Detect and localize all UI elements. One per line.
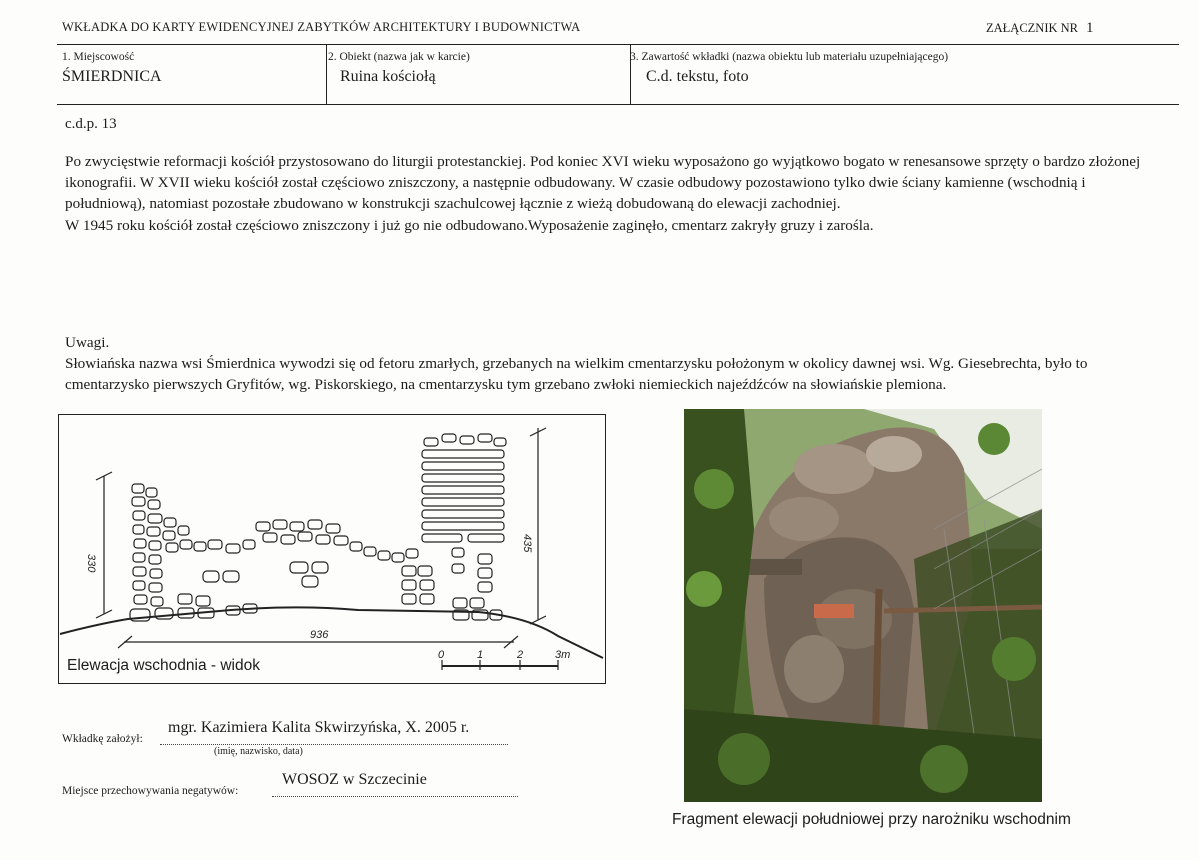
scale-label-1: 1 bbox=[477, 649, 484, 661]
scale-label-2: 2 bbox=[517, 649, 524, 661]
object-value: Ruina kościołą bbox=[340, 68, 436, 85]
elevation-drawing bbox=[58, 414, 606, 684]
annex-label-text: ZAŁĄCZNIK NR bbox=[986, 21, 1079, 35]
annex-number: 1 bbox=[1086, 20, 1094, 36]
ruin-photo bbox=[684, 409, 1042, 802]
field-divider-1 bbox=[326, 44, 327, 104]
dim-right-label: 435 bbox=[521, 534, 533, 553]
body-paragraph-1: Po zwycięstwie reformacji kościół przystosowano do liturgii protestanckiej. Pod koniec XVI wieku wyposażono go wyjątkowo bogato w renesansowe sprzęty o bardzo złożonej ikonografii. W XVII wieku kościół został częściowo zniszczony, a następnie odbudowany. W czasie odbudowy pozostawiono tylko dwie ściany kamienne (wschodnią i południową), natomiast pozostałe zbudowano w konstrukcji szachulcowej łącznie z wieżą dobudowaną do elewacji zachodniej. bbox=[65, 153, 1141, 213]
remarks-heading: Uwagi. bbox=[65, 334, 110, 351]
continuation-ref: c.d.p. 13 bbox=[65, 116, 117, 132]
scale-label-3: 3m bbox=[555, 649, 571, 661]
negatives-value: WOSOZ w Szczecinie bbox=[282, 771, 427, 788]
author-label: Wkładkę założył: bbox=[62, 733, 143, 745]
body-text bbox=[65, 151, 1155, 236]
locality-label: 1. Miejscowość bbox=[62, 51, 135, 63]
header-rule-bottom bbox=[57, 104, 1179, 105]
author-dotted-line bbox=[160, 744, 508, 745]
contents-value: C.d. tekstu, foto bbox=[646, 68, 749, 85]
negatives-label: Miejsce przechowywania negatywów: bbox=[62, 785, 239, 797]
body-paragraph-2: W 1945 roku kościół został częściowo zniszczony i już go nie odbudowano.Wyposażenie zaginęło, cmentarz zakryły gruzy i zarośla. bbox=[65, 216, 874, 234]
drawing-caption: Elewacja wschodnia - widok bbox=[67, 657, 260, 674]
author-value: mgr. Kazimiera Kalita Skwirzyńska, X. 2005 r. bbox=[168, 719, 470, 736]
header-rule-top bbox=[57, 44, 1179, 45]
object-label: 2. Obiekt (nazwa jak w karcie) bbox=[328, 51, 470, 63]
dim-left-label: 330 bbox=[85, 554, 97, 573]
negatives-dotted-line bbox=[272, 796, 518, 797]
remarks-section bbox=[65, 332, 1155, 396]
annex-label bbox=[986, 20, 1094, 37]
locality-value: ŚMIERDNICA bbox=[62, 68, 162, 85]
scale-label-0: 0 bbox=[438, 649, 445, 661]
photo-caption: Fragment elewacji południowej przy narożniku wschodnim bbox=[672, 811, 1071, 828]
author-hint: (imię, nazwisko, data) bbox=[214, 746, 303, 757]
contents-label: 3. Zawartość wkładki (nazwa obiektu lub materiału uzupełniającego) bbox=[630, 51, 949, 63]
dim-width-label: 936 bbox=[310, 629, 329, 641]
document-title: WKŁADKA DO KARTY EWIDENCYJNEJ ZABYTKÓW ARCHITEKTURY I BUDOWNICTWA bbox=[62, 20, 581, 34]
remarks-text: Słowiańska nazwa wsi Śmierdnica wywodzi się od fetoru zmarłych, grzebanych na wielkim cmentarzysku położonym w okolicy dawnej wsi. Wg. Giesebrechta, było to cmentarzysko pierwszych Gryfitów, wg. Piskorskiego, na cmentarzysku tym grzebano zwłoki niemieckich najeźdźców na słowiańskie plemiona. bbox=[65, 355, 1088, 394]
